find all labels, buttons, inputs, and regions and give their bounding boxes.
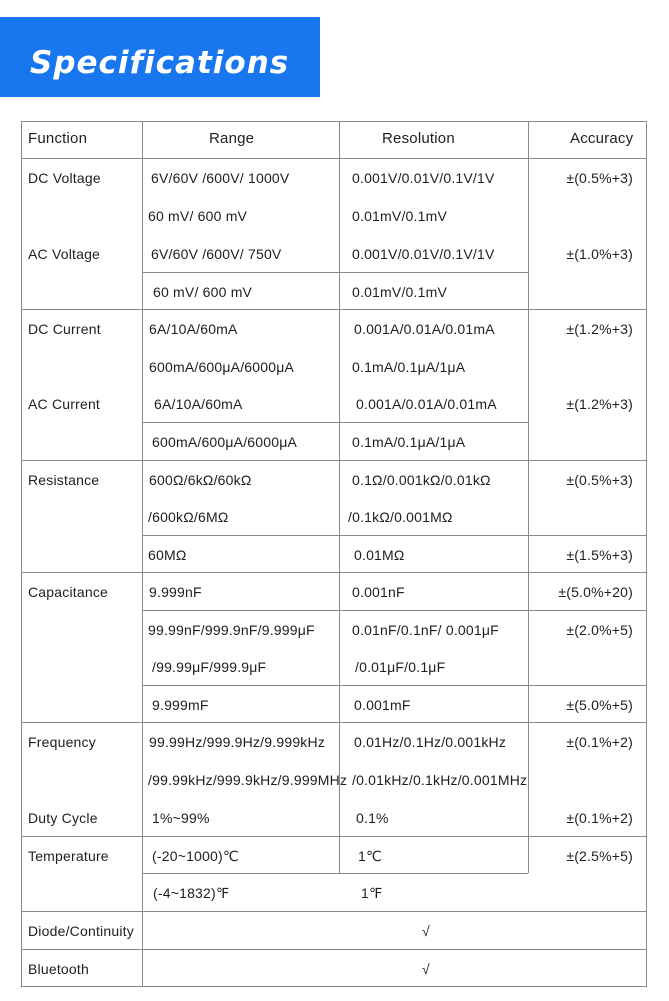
function-cell: Frequency <box>28 734 96 750</box>
range-cell: 600mA/600μA/6000μA <box>149 359 295 375</box>
table-grid-line <box>21 158 647 159</box>
table-grid-line <box>142 422 528 423</box>
resolution-cell: /0.1kΩ/0.001MΩ <box>348 509 453 525</box>
resolution-cell: 0.001mF <box>354 697 411 713</box>
accuracy-cell: ±(2.0%+5) <box>566 622 633 638</box>
table-grid-line <box>142 685 647 686</box>
table-grid-line <box>21 309 647 310</box>
function-cell: AC Voltage <box>28 246 101 262</box>
range-cell: 600mA/600μA/6000μA <box>152 434 298 450</box>
accuracy-cell: ±(2.5%+5) <box>566 848 633 864</box>
range-cell: 1%~99% <box>152 810 210 826</box>
resolution-cell: 0.1% <box>356 810 389 826</box>
range-cell: 9.999nF <box>149 584 202 600</box>
resolution-cell: /0.01kHz/0.1kHz/0.001MHz <box>352 772 528 788</box>
function-cell: Resistance <box>28 472 100 488</box>
table-grid-line <box>21 460 647 461</box>
table-grid-line <box>646 121 647 987</box>
resolution-cell: 0.01mV/0.1mV <box>352 284 447 300</box>
resolution-cell: 0.001V/0.01V/0.1V/1V <box>352 246 495 262</box>
resolution-cell: 0.01Hz/0.1Hz/0.001kHz <box>354 734 507 750</box>
table-grid-line <box>142 272 528 273</box>
range-cell: /99.99kHz/999.9kHz/9.999MHz <box>148 772 348 788</box>
resolution-cell: √ <box>422 961 430 977</box>
resolution-cell: √ <box>422 923 430 939</box>
range-cell: 6V/60V /600V/ 750V <box>151 246 282 262</box>
range-cell: 9.999mF <box>152 697 209 713</box>
range-cell: (-20~1000)℃ <box>152 848 239 864</box>
range-cell: (-4~1832)℉ <box>153 885 230 901</box>
range-cell: 60MΩ <box>148 547 187 563</box>
accuracy-cell: ±(1.2%+3) <box>566 396 633 412</box>
header-accuracy: Accuracy <box>570 130 634 147</box>
table-grid-line <box>21 722 647 723</box>
resolution-cell: 0.001nF <box>352 584 405 600</box>
table-grid-line <box>21 121 647 122</box>
range-cell: 99.99nF/999.9nF/9.999μF <box>148 622 315 638</box>
table-grid-line <box>142 535 647 536</box>
range-cell: 60 mV/ 600 mV <box>148 208 248 224</box>
resolution-cell: 0.1mA/0.1μA/1μA <box>352 359 466 375</box>
table-grid-line <box>21 572 647 573</box>
accuracy-cell: ±(1.2%+3) <box>566 321 633 337</box>
range-cell: 60 mV/ 600 mV <box>153 284 253 300</box>
table-grid-line <box>21 836 647 837</box>
resolution-cell: 1℉ <box>361 885 383 901</box>
accuracy-cell: ±(0.5%+3) <box>566 170 633 186</box>
accuracy-cell: ±(5.0%+20) <box>558 584 633 600</box>
function-cell: AC Current <box>28 396 101 412</box>
header-resolution: Resolution <box>382 130 455 147</box>
resolution-cell: 0.1mA/0.1μA/1μA <box>352 434 466 450</box>
resolution-cell: 0.01nF/0.1nF/ 0.001μF <box>352 622 499 638</box>
header-function: Function <box>28 130 88 147</box>
table-grid-line <box>339 121 340 873</box>
table-grid-line <box>21 911 647 912</box>
range-cell: 600Ω/6kΩ/60kΩ <box>149 472 252 488</box>
header-range: Range <box>209 130 255 147</box>
function-cell: Capacitance <box>28 584 109 600</box>
resolution-cell: 1℃ <box>358 848 382 864</box>
resolution-cell: 0.001V/0.01V/0.1V/1V <box>352 170 495 186</box>
accuracy-cell: ±(0.1%+2) <box>566 810 633 826</box>
table-grid-line <box>21 121 22 987</box>
function-cell: DC Voltage <box>28 170 101 186</box>
range-cell: /99.99μF/999.9μF <box>152 659 267 675</box>
table-grid-line <box>142 121 143 987</box>
accuracy-cell: ±(5.0%+5) <box>566 697 633 713</box>
range-cell: 6V/60V /600V/ 1000V <box>151 170 290 186</box>
accuracy-cell: ±(1.0%+3) <box>566 246 633 262</box>
table-grid-line <box>21 986 647 987</box>
function-cell: Duty Cycle <box>28 810 98 826</box>
range-cell: 6A/10A/60mA <box>149 321 238 337</box>
page-title: Specifications <box>30 45 290 81</box>
table-grid-line <box>142 610 647 611</box>
resolution-cell: /0.01μF/0.1μF <box>355 659 446 675</box>
resolution-cell: 0.01MΩ <box>354 547 405 563</box>
table-grid-line <box>21 949 647 950</box>
range-cell: 6A/10A/60mA <box>154 396 243 412</box>
function-cell: Bluetooth <box>28 961 89 977</box>
range-cell: /600kΩ/6MΩ <box>148 509 229 525</box>
function-cell: DC Current <box>28 321 101 337</box>
table-grid-line <box>142 873 528 874</box>
table-grid-line <box>528 121 529 873</box>
function-cell: Temperature <box>28 848 109 864</box>
accuracy-cell: ±(0.5%+3) <box>566 472 633 488</box>
resolution-cell: 0.01mV/0.1mV <box>352 208 447 224</box>
function-cell: Diode/Continuity <box>28 923 134 939</box>
resolution-cell: 0.001A/0.01A/0.01mA <box>354 321 495 337</box>
range-cell: 99.99Hz/999.9Hz/9.999kHz <box>149 734 326 750</box>
accuracy-cell: ±(0.1%+2) <box>566 734 633 750</box>
resolution-cell: 0.001A/0.01A/0.01mA <box>356 396 497 412</box>
accuracy-cell: ±(1.5%+3) <box>566 547 633 563</box>
resolution-cell: 0.1Ω/0.001kΩ/0.01kΩ <box>352 472 491 488</box>
